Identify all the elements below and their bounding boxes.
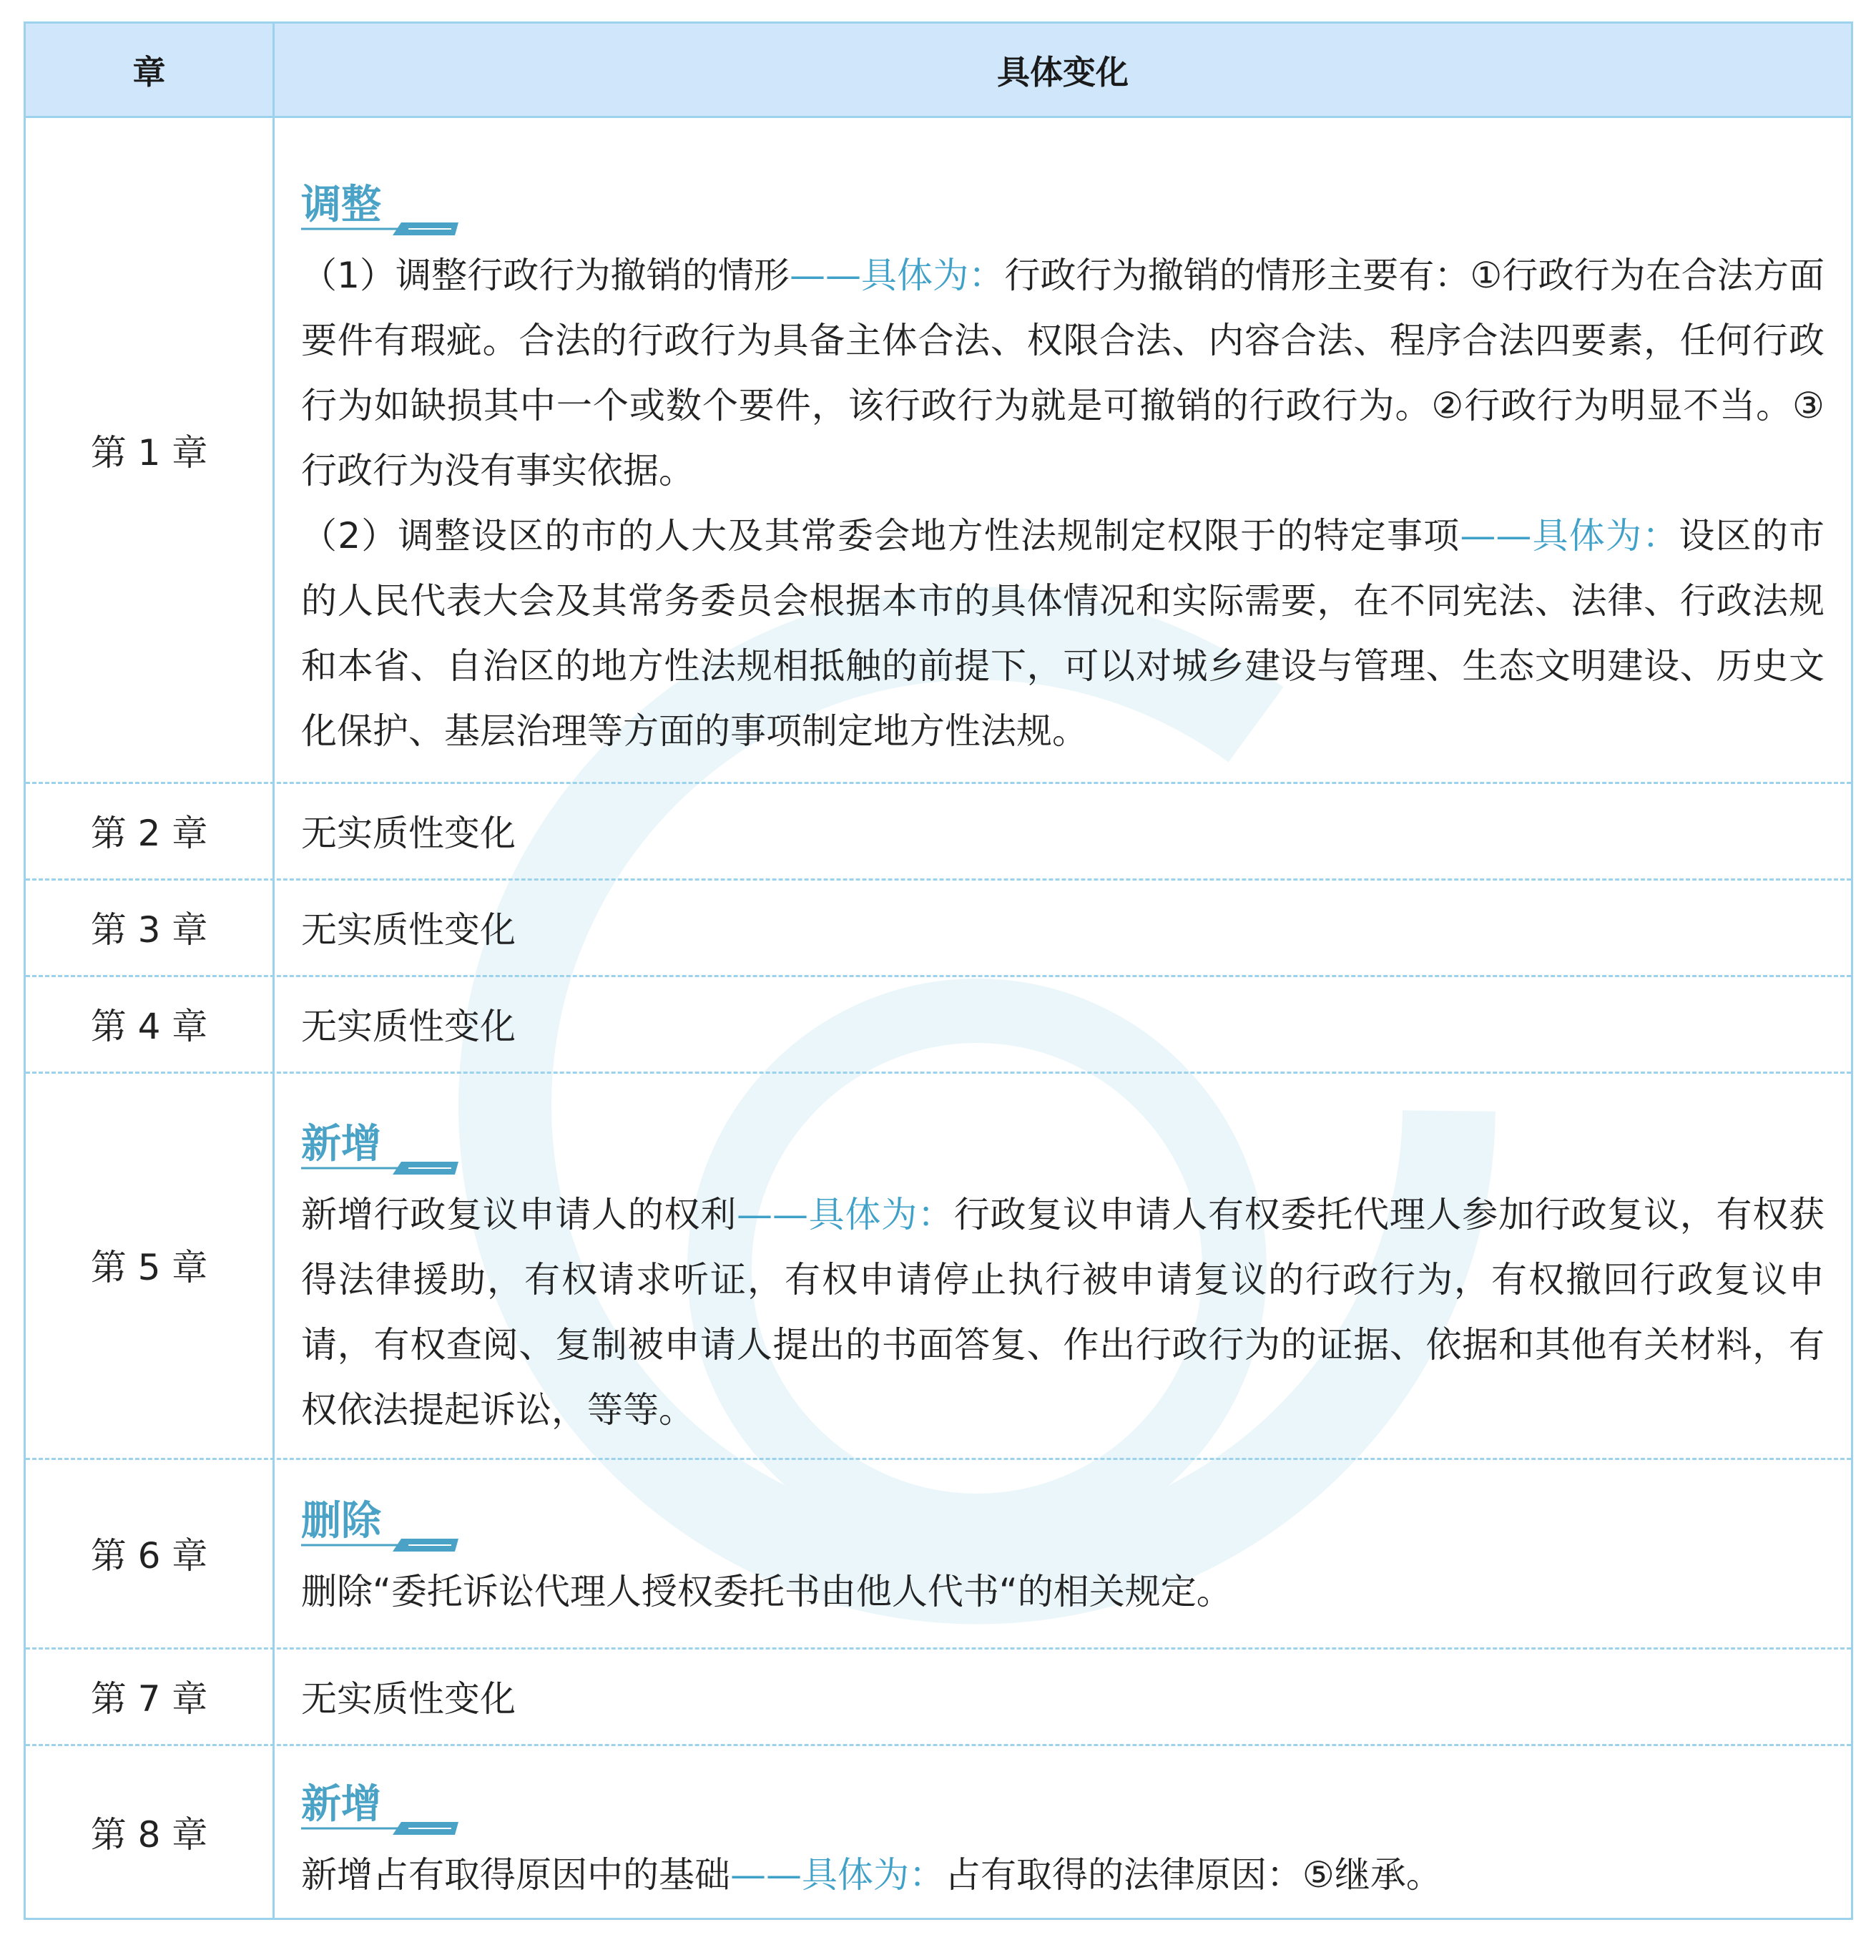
table-row-chapter-4 — [26, 975, 1851, 1072]
changes-table — [24, 21, 1853, 1920]
table-row-chapter-7 — [26, 1647, 1851, 1744]
tag-label: 调整 — [301, 182, 381, 228]
tag-underline-icon — [301, 1160, 458, 1177]
change-text: 无实质性变化 — [301, 812, 516, 854]
keyword-specific: ——具体为： — [1460, 515, 1679, 557]
change-text: 无实质性变化 — [301, 908, 516, 951]
paragraph-body: 占有取得的法律原因：⑤继承。 — [945, 1854, 1442, 1896]
tag-label: 新增 — [301, 1121, 381, 1167]
header-chapter: 章 — [132, 52, 166, 92]
tag-underline-icon — [301, 1820, 458, 1837]
change-text: 无实质性变化 — [301, 1677, 516, 1720]
table-row-chapter-2 — [26, 782, 1851, 878]
row-content — [301, 157, 1825, 764]
chapter-label: 第 4 章 — [90, 1005, 208, 1047]
keyword-specific: ——具体为： — [737, 1194, 954, 1235]
table-row-chapter-6 — [26, 1458, 1851, 1647]
tag-underline-icon — [301, 1537, 458, 1554]
row-content — [301, 1757, 1825, 1908]
chapter-label: 第 5 章 — [90, 1247, 208, 1288]
row-content — [301, 1097, 1825, 1443]
chapter-label: 第 6 章 — [90, 1534, 208, 1577]
table-row-chapter-3 — [26, 878, 1851, 975]
change-tag — [301, 157, 1825, 243]
paragraph-body: 行政复议申请人有权委托代理人参加行政复议，有权获得法律援助，有权请求听证，有权申请停止执行被申请复议的行政行为，有权撤回行政复议申请，有权查阅、复制被申请人提出的书面答复、作出行政行为的证据、依据和其他有关材料，有权依法提起诉讼，等等。 — [301, 1194, 1825, 1431]
change-paragraph-1 — [301, 243, 1825, 504]
paragraph-lead: 新增行政复议申请人的权利 — [301, 1194, 737, 1235]
paragraph-body: 行政行为撤销的情形主要有：①行政行为在合法方面要件有瑕疵。合法的行政行为具备主体合法、权限合法、内容合法、程序合法四要素，任何行政行为如缺损其中一个或数个要件，该行政行为就是可撤销的行政行为。②行政行为明显不当。③行政行为没有事实依据。 — [301, 255, 1825, 491]
change-paragraph-1 — [301, 1843, 1825, 1908]
paragraph-lead: 新增占有取得原因中的基础 — [301, 1854, 730, 1896]
tag-underline-icon — [301, 220, 458, 237]
paragraph-body: 设区的市的人民代表大会及其常务委员会根据本市的具体情况和实际需要，在不同宪法、法律、行政法规和本省、自治区的地方性法规相抵触的前提下，可以对城乡建设与管理、生态文明建设、历史文化保护、基层治理等方面的事项制定地方性法规。 — [301, 515, 1825, 752]
header-changes: 具体变化 — [997, 52, 1129, 92]
change-tag — [301, 1097, 1825, 1182]
chapter-label: 第 3 章 — [90, 908, 208, 951]
row-content — [301, 1474, 1825, 1625]
keyword-specific: ——具体为： — [730, 1854, 945, 1896]
change-tag — [301, 1474, 1825, 1559]
tag-label: 删除 — [301, 1498, 381, 1544]
paragraph-lead: （2）调整设区的市的人大及其常委会地方性法规制定权限于的特定事项 — [301, 515, 1460, 557]
tag-label: 新增 — [301, 1781, 381, 1828]
table-row-chapter-5 — [26, 1072, 1851, 1458]
paragraph-lead: （1）调整行政行为撤销的情形 — [301, 255, 790, 296]
table-row-chapter-8 — [26, 1744, 1851, 1920]
table-header — [26, 24, 1851, 118]
keyword-specific: ——具体为： — [789, 255, 1005, 296]
chapter-label: 第 8 章 — [90, 1814, 208, 1856]
change-paragraph-1: 删除“委托诉讼代理人授权委托书由他人代书“的相关规定。 — [301, 1571, 1232, 1612]
chapter-label: 第 7 章 — [90, 1677, 208, 1720]
chapter-label: 第 1 章 — [90, 432, 208, 474]
table-row-chapter-1 — [26, 118, 1851, 782]
change-tag — [301, 1757, 1825, 1843]
chapter-label: 第 2 章 — [90, 812, 208, 854]
change-paragraph-2 — [301, 504, 1825, 764]
change-text: 无实质性变化 — [301, 1005, 516, 1047]
change-paragraph-1 — [301, 1182, 1825, 1443]
